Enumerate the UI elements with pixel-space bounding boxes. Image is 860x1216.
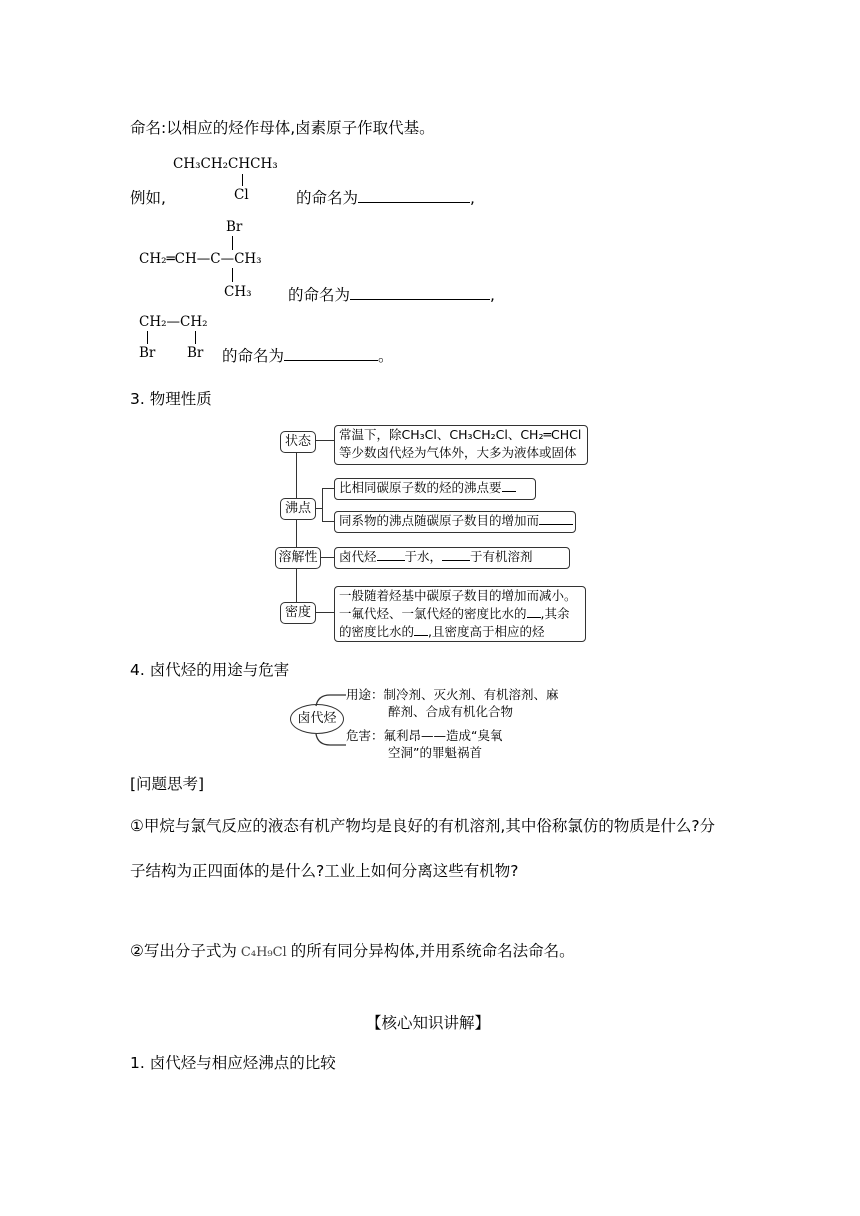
density-text-3b: ,且密度高于相应的烃 xyxy=(428,624,545,639)
uses-center: 卤代烃 xyxy=(290,704,344,734)
named-as-label: 的命名为 xyxy=(296,189,359,207)
harm-label: 危害： xyxy=(346,728,384,743)
period: 。 xyxy=(378,347,394,365)
ex1-answer-line xyxy=(296,188,475,208)
density-blank-2[interactable] xyxy=(414,623,428,636)
comma: , xyxy=(490,286,495,304)
named-as-label: 的命名为 xyxy=(222,347,285,365)
q2-formula: C₄H₉Cl xyxy=(240,945,287,960)
use-text-1: 制冷剂、灭火剂、有机溶剂、麻 xyxy=(383,687,559,702)
tree-trunk xyxy=(296,446,297,618)
density-text-2b: ,其余 xyxy=(540,606,570,621)
state-box xyxy=(334,425,588,465)
ex3-bond-2 xyxy=(195,331,196,344)
bp-text-2: 同系物的沸点随碳原子数目的增加而 xyxy=(339,513,540,528)
connector-state xyxy=(314,440,334,441)
ex2-answer-line xyxy=(288,285,495,305)
question-heading: [问题思考] xyxy=(130,775,205,793)
use-line-1 xyxy=(346,686,559,703)
bp-label: 沸点 xyxy=(280,498,316,520)
sol-text-a: 卤代烃 xyxy=(339,549,377,564)
uses-heading: 4. 卤代烃的用途与危害 xyxy=(130,661,290,679)
bp-blank-2[interactable] xyxy=(539,512,573,525)
answer-blank-2[interactable] xyxy=(350,285,490,300)
ex2-main: CH₂═CH—C—CH₃ xyxy=(139,251,262,267)
connector-density xyxy=(316,612,334,613)
core-title: 【核心知识讲解】 xyxy=(366,1014,491,1032)
ex1-bond xyxy=(242,174,243,186)
use-label: 用途： xyxy=(346,687,384,702)
comma: , xyxy=(470,189,475,207)
sol-label: 溶解性 xyxy=(275,547,321,569)
sol-box xyxy=(334,547,570,569)
sol-text-b: 于水， xyxy=(404,549,443,564)
ex1-sub: Cl xyxy=(234,187,249,203)
answer-blank-1[interactable] xyxy=(358,188,470,203)
ex3-top: CH₂—CH₂ xyxy=(139,314,208,330)
question-1-line-1: ①甲烷与氯气反应的液态有机产物均是良好的有机溶剂,其中俗称氯仿的物质是什么?分 xyxy=(130,817,716,835)
ex3-br1: Br xyxy=(139,345,156,361)
naming-intro: 命名:以相应的烃作母体,卤素原子作取代基。 xyxy=(130,119,435,137)
core-item-1: 1. 卤代烃与相应烃沸点的比较 xyxy=(130,1054,336,1072)
physical-heading: 3. 物理性质 xyxy=(130,390,212,408)
ex3-answer-line xyxy=(222,346,394,366)
connector-bp-2 xyxy=(322,521,334,522)
sol-blank-2[interactable] xyxy=(442,548,470,561)
sol-text-c: 于有机溶剂 xyxy=(470,549,533,564)
ex2-top: Br xyxy=(226,219,243,235)
harm-text-2: 空洞”的罪魁祸首 xyxy=(388,745,482,760)
ex3-bond-1 xyxy=(147,331,148,344)
named-as-label: 的命名为 xyxy=(288,286,351,304)
uses-connectors xyxy=(310,690,350,750)
ex2-bottom: CH₃ xyxy=(224,284,252,300)
harm-text-1: 氟利昂——造成“臭氧 xyxy=(383,728,503,743)
q2-prefix: ②写出分子式为 xyxy=(130,942,237,960)
density-label: 密度 xyxy=(280,602,316,624)
bp-box-1 xyxy=(334,478,536,500)
ex2-bond-top xyxy=(232,236,233,250)
harm-line-1 xyxy=(346,727,503,744)
answer-blank-3[interactable] xyxy=(284,346,378,361)
density-text-1: 一般随着烃基中碳原子数目的增加而减小。 xyxy=(339,588,577,603)
density-blank-1[interactable] xyxy=(527,605,541,618)
question-1-line-2: 子结构为正四面体的是什么?工业上如何分离这些有机物? xyxy=(130,862,519,880)
state-text-2: 等少数卤代烃为气体外，大多为液体或固体 xyxy=(339,445,577,460)
connector-bp xyxy=(316,508,322,509)
connector-bp-1 xyxy=(322,488,334,489)
connector-sol xyxy=(320,557,334,558)
connector-bp-fork xyxy=(322,488,323,522)
density-text-2a: 一氟代烃、一氯代烃的密度比水的 xyxy=(339,606,527,621)
sol-blank-1[interactable] xyxy=(377,548,405,561)
ex2-bond-bottom xyxy=(232,268,233,282)
q2-suffix: 的所有同分异构体,并用系统命名法命名。 xyxy=(290,942,575,960)
question-2 xyxy=(130,941,575,963)
bp-box-2 xyxy=(334,511,576,533)
bp-blank-1[interactable] xyxy=(502,479,516,492)
density-box xyxy=(334,586,586,642)
density-text-3a: 的密度比水的 xyxy=(339,624,415,639)
ex3-br2: Br xyxy=(187,345,204,361)
state-label: 状态 xyxy=(280,431,316,453)
state-text-1: 常温下，除CH₃Cl、CH₃CH₂Cl、CH₂═CHCl xyxy=(339,427,582,442)
example-prefix: 例如, xyxy=(130,189,166,207)
bp-text-1: 比相同碳原子数的烃的沸点要 xyxy=(339,480,502,495)
ex1-formula: CH₃CH₂CHCH₃ xyxy=(173,156,278,172)
use-text-2: 醉剂、合成有机化合物 xyxy=(388,704,514,719)
